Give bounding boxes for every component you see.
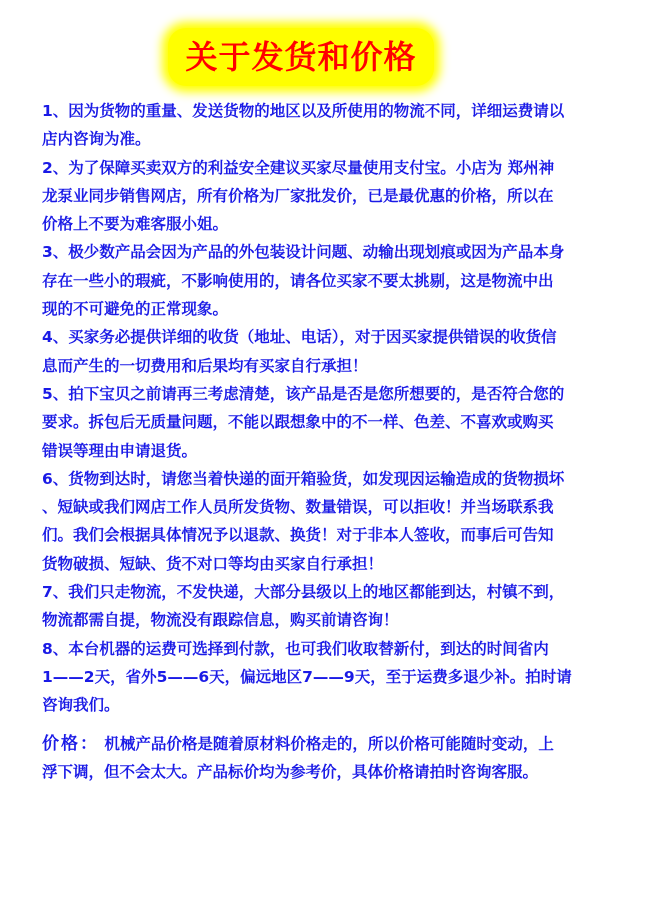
price-text: 机械产品价格是随着原材料价格走的，所以价格可能随时变动，上 浮下调，但不会太大。产品标价均为参考价，具体价格请拍时咨询客服。 <box>42 734 554 781</box>
notice-item-2: 2、为了保障买卖双方的利益安全建议买家尽量使用支付宝。小店为 郑州神 龙泵业同步销售网店，所有价格为厂家批发价，已是最优惠的价格，所以在 价格上不要为难客服小姐。 <box>42 158 555 234</box>
notice-item-6: 6、货物到达时，请您当着快递的面开箱验货，如发现因运输造成的货物损坏 、短缺或我们网店工作人员所发货物、数量错误，可以拒收！并当场联系我 们。我们会根据具体情况予以退款、换货！对于非本人签收，而事后可告知 货物破损、短缺、货不对口等均由买家自行承担！ <box>42 469 565 573</box>
notice-item-3: 3、极少数产品会因为产品的外包装设计问题、动输出现划痕或因为产品本身 存在一些小的瑕疵，不影响使用的，请各位买家不要太挑剔，这是物流中出 现的不可避免的正常现象。 <box>42 243 565 319</box>
notice-item-4: 4、买家务必提供详细的收货（地址、电话），对于因买家提供错误的收货信 息而产生的一切费用和后果均有买家自行承担！ <box>42 328 557 375</box>
notice-list <box>42 97 614 786</box>
price-note <box>42 730 614 787</box>
notice-item-1: 1、因为货物的重量、发送货物的地区以及所使用的物流不同，详细运费请以 店内咨询为准。 <box>42 102 565 149</box>
page-title <box>168 28 434 86</box>
title-text: 关于发货和价格 <box>185 38 417 76</box>
price-label: 价格： <box>42 733 99 754</box>
notice-item-7: 7、我们只走物流，不发快递，大部分县级以上的地区都能到达，村镇不到， 物流都需自提，物流没有跟踪信息，购买前请咨询！ <box>42 583 565 630</box>
notice-item-5: 5、拍下宝贝之前请再三考虑清楚，该产品是否是您所想要的，是否符合您的 要求。拆包后无质量问题，不能以跟想象中的不一样、色差、不喜欢或购买 错误等理由申请退货。 <box>42 384 565 460</box>
notice-item-8: 8、本台机器的运费可选择到付款，也可我们收取替新付，到达的时间省内 1——2天，省外5——6天，偏远地区7——9天，至于运费多退少补。拍时请 咨询我们。 <box>42 639 572 715</box>
